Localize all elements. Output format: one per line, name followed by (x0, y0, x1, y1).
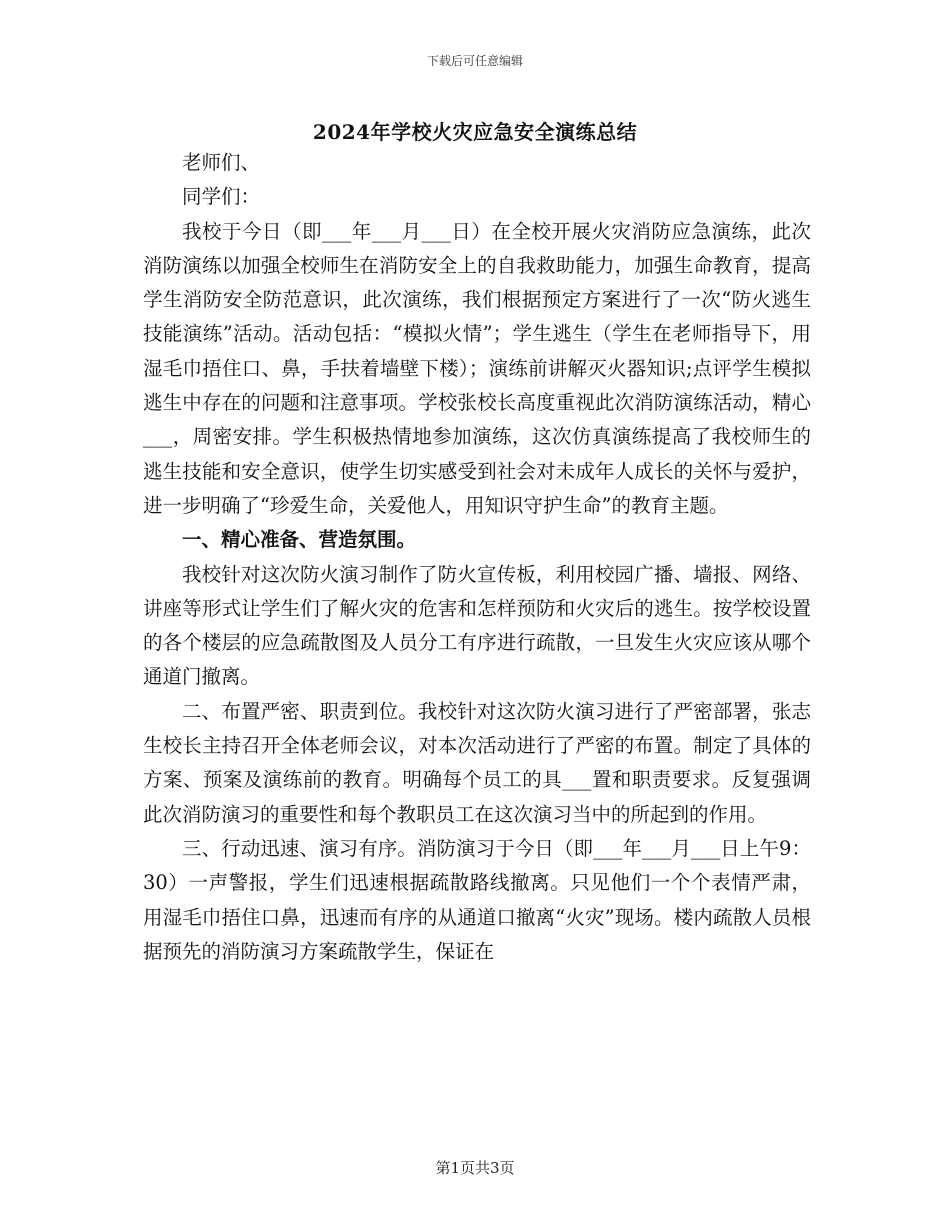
document-title: 2024年学校火灾应急安全演练总结 (312, 120, 638, 144)
header-note: 下载后可任意编辑 (426, 54, 523, 68)
section-1-paragraph: 我校针对这次防火演习制作了防火宣传板，利用校园广播、墙报、网络、讲座等形式让学生们了解火灾的危害和怎样预防和火灾后的逃生。按学校设置的各个楼层的应急疏散图及人员分工有序进行疏散，一旦发生火灾应该从哪个通道门撤离。 (143, 562, 811, 689)
section-3-paragraph: 三、行动迅速、演习有序。消防演习于今日（即___年___月___日上午9：30）一声警报，学生们迅速根据疏散路线撤离。只见他们一个个表情严肃，用湿毛巾捂住口鼻，迅速而有序的从通道口撤离“火灾”现场。楼内疏散人员根据预先的消防演习方案疏散学生，保证在 (143, 836, 811, 963)
salutation-teachers: 老师们、 (182, 151, 261, 174)
intro-paragraph: 我校于今日（即___年___月___日）在全校开展火灾消防应急演练，此次消防演练以加强全校师生在消防安全上的自我救助能力，加强生命教育，提高学生消防安全防范意识，此次演练，我们根据预定方案进行了一次“防火逃生技能演练”活动。活动包括：“模拟火情”；学生逃生（学生在老师指导下，用湿毛巾捂住口、鼻，手扶着墙壁下楼）；演练前讲解灭火器知识;点评学生模拟逃生中存在的问题和注意事项。学校张校长高度重视此次消防演练活动，精心___，周密安排。学生积极热情地参加演练，这次仿真演练提高了我校师生的逃生技能和安全意识，使学生切实感受到社会对未成年人成长的关怀与爱护，进一步明确了“珍爱生命，关爱他人，用知识守护生命”的教育主题。 (143, 219, 811, 517)
document-body (143, 146, 811, 969)
section-2-paragraph: 二、布置严密、职责到位。我校针对这次防火演习进行了严密部署，张志生校长主持召开全体老师会议，对本次活动进行了严密的布置。制定了具体的方案、预案及演练前的教育。明确每个员工的具___置和职责要求。反复强调此次消防演习的重要性和每个教职员工在这次演习当中的所起到的作用。 (143, 699, 811, 826)
page-number: 第1页共3页 (435, 1159, 515, 1177)
section-heading-1: 一、精心准备、营造氛围。 (182, 528, 417, 552)
salutation-students: 同学们： (182, 185, 261, 209)
